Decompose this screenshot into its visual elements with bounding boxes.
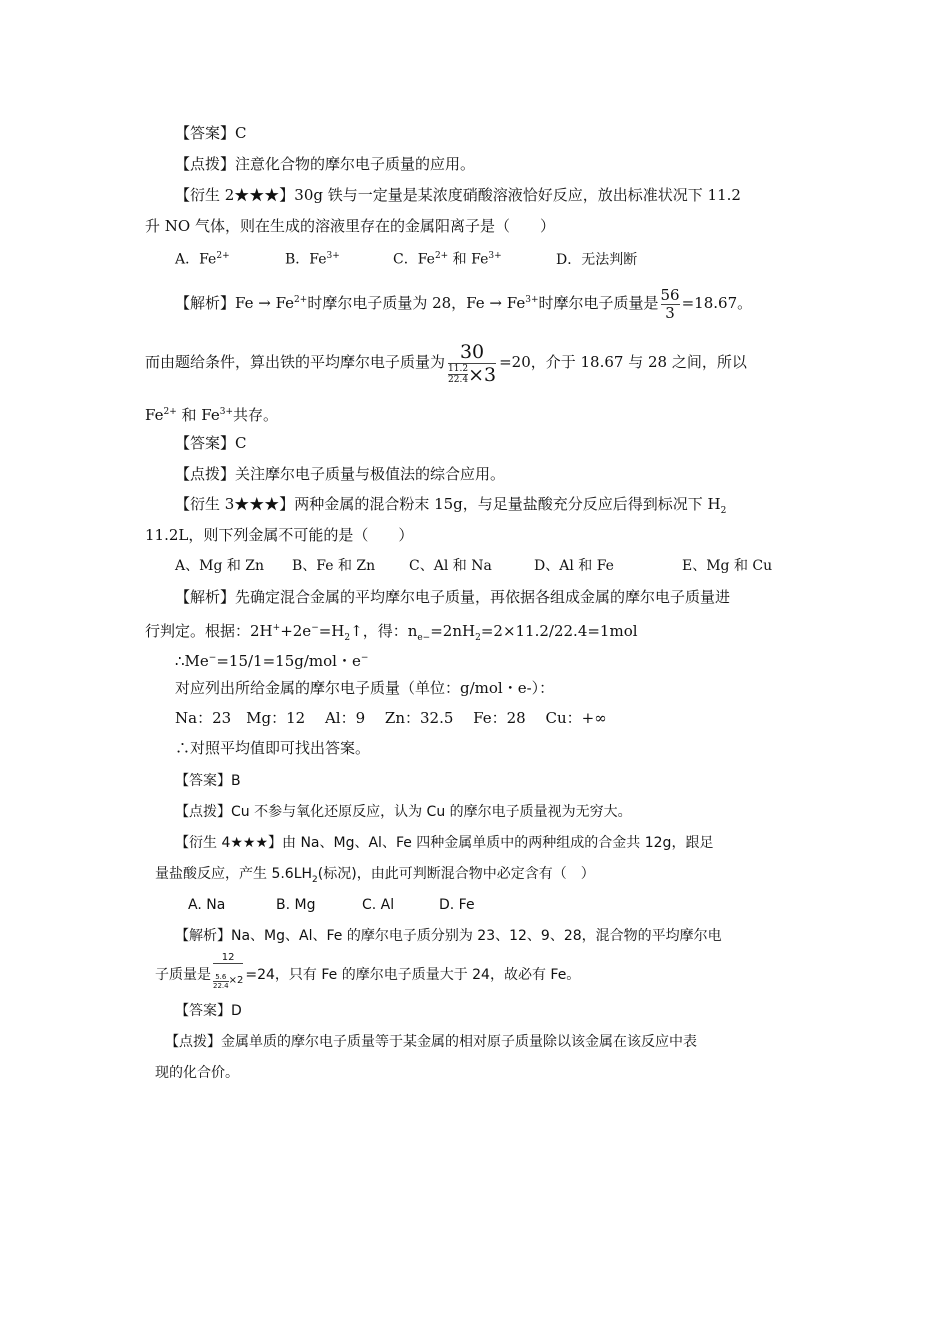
answer-1: 【答案】C [175,124,247,142]
answer-4: 【答案】D [175,1003,242,1019]
question-3-solution-line-5: Na：23 Mg：12 Al：9 Zn：32.5 Fe：28 Cu：+∞ [175,709,607,727]
option-d: D. Fe [439,897,475,913]
option-a: A. Na [188,897,226,913]
question-3-solution-line-3: ∴Me−=15/1=15g/mol・e− [175,652,369,670]
question-3-options [175,556,772,576]
question-2-options [175,246,637,270]
option-c: C．$Fe^{2+}$ 和 $Fe^{3+}$ [393,251,502,268]
fraction-12-over-moles: 12 $\frac{5.6}{22.4}$ ×2 [213,952,244,990]
fraction-5-6-over-22-4: $\frac{5.6}{22.4}$ [213,972,229,990]
question-3-solution-line-2: 行判定。根据：$2H^++2e^-=H_2↑$，得：$n_{e-}=2nH_2=2\times 11.2/22.4=1mol$ [145,622,638,643]
question-4-line-2: 量盐酸反应，产生 $5.6LH_2$(标况)，由此可判断混合物中必定含有（ ） [155,866,595,885]
option-d: D．无法判断 [556,251,638,268]
question-2-solution-line-3: $Fe^{2+}$ 和 $Fe^{3+}$共存。 [145,406,279,424]
option-a: A、Mg 和 Zn [175,558,265,574]
tip-4-line-2: 现的化合价。 [155,1065,239,1081]
question-3-solution-line-1: 【解析】先确定混合金属的平均摩尔电子质量，再依据各组成金属的摩尔电子质量进 [175,588,731,606]
question-4-solution-line-2: 子质量是 12 $\frac{5.6}{22.4}$ ×2 =24，只有 Fe 的摩尔电子质量大于 24，故必有 Fe。 [155,952,580,998]
answer-2: 【答案】C [175,434,247,452]
option-b: B、Fe 和 Zn [292,558,376,574]
option-c: C、Al 和 Na [409,558,492,574]
question-2-solution-line-1: 【解析】$Fe \to Fe^{2+}$时摩尔电子质量为 28，$Fe \to Fe^{3+}$时摩尔电子质量是 $\frac{56}{3}$ =18.67。 [175,285,753,322]
tip-2: 【点拨】关注摩尔电子质量与极值法的综合应用。 [175,465,506,483]
question-3-solution-line-4: 对应列出所给金属的摩尔电子质量（单位：g/mol・e-）： [175,679,555,697]
fraction-average-mass: 30 $\frac{11.2}{22.4}$ ×3 [448,340,497,386]
question-3-line-1: 【衍生 3★★★】两种金属的混合粉末 15g，与足量盐酸充分反应后得到标况下 $H_2$ [175,495,727,516]
question-2-solution-line-2: 而由题给条件，算出铁的平均摩尔电子质量为 30 $\frac{11.2}{22.4}$ ×3 =20，介于 18.67 与 28 之间，所以 [145,340,747,386]
question-3-solution-line-6: ∴对照平均值即可找出答案。 [175,739,371,757]
option-a: A．$Fe^{2+}$ [175,251,230,268]
answer-3: 【答案】B [175,773,241,789]
fraction-11-2-over-22-4: $\frac{11.2}{22.4}$ [448,364,469,385]
fraction-56-over-3: $\frac{56}{3}$ [660,285,680,322]
question-4-line-1: 【衍生 4★★★】由 Na、Mg、Al、Fe 四种金属单质中的两种组成的合金共 12g，跟足 [175,835,714,851]
question-3-line-2: 11.2L，则下列金属不可能的是（ ） [145,526,414,544]
tip-4-line-1: 【点拨】金属单质的摩尔电子质量等于某金属的相对原子质量除以该金属在该反应中表 [165,1034,697,1050]
option-c: C. Al [362,897,395,913]
tip-3: 【点拨】Cu 不参与氧化还原反应，认为 Cu 的摩尔电子质量视为无穷大。 [175,804,632,820]
option-b: B．$Fe^{3+}$ [285,251,340,268]
option-b: B. Mg [276,897,316,913]
option-e: E、Mg 和 Cu [682,558,773,574]
question-2-line-1: 【衍生 2★★★】30g 铁与一定量是某浓度硝酸溶液恰好反应，放出标准状况下 11.2 [175,186,741,204]
question-2-line-2: 升 NO 气体，则在生成的溶液里存在的金属阳离子是（ ） [145,217,555,235]
question-4-options [188,895,475,915]
tip-1: 【点拨】注意化合物的摩尔电子质量的应用。 [175,155,476,173]
option-d: D、Al 和 Fe [534,558,614,574]
question-4-solution-line-1: 【解析】Na、Mg、Al、Fe 的摩尔电子质分别为 23、12、9、28，混合物的平均摩尔电 [175,928,722,944]
